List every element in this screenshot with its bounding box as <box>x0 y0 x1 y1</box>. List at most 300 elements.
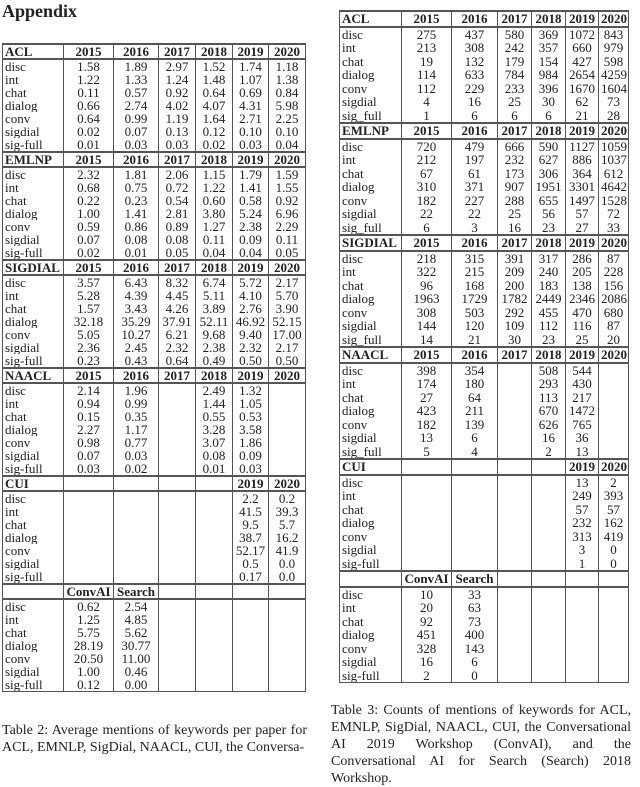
table-cell <box>233 652 269 665</box>
table-cell <box>233 613 269 626</box>
table-cell: 173 <box>498 167 532 181</box>
column-header: 2018 <box>196 368 233 383</box>
column-header: 2015 <box>64 368 114 383</box>
table-cell: 180 <box>452 377 498 391</box>
table-cell: 1.59 <box>269 167 306 181</box>
column-header <box>233 584 269 599</box>
keyword-label: conv <box>3 112 64 125</box>
keyword-label: int <box>340 601 402 615</box>
table-row <box>3 449 306 462</box>
table-row <box>3 491 306 505</box>
table-cell: 0.07 <box>64 233 114 246</box>
table-row <box>340 109 629 124</box>
table-row <box>340 167 629 181</box>
table-cell <box>566 615 599 629</box>
table-cell: 0.03 <box>64 462 114 476</box>
table-cell: 357 <box>532 41 566 55</box>
table-cell: 984 <box>532 68 566 82</box>
table-cell: 1.25 <box>64 613 114 626</box>
table-cell: 64 <box>452 391 498 405</box>
keyword-label: conv <box>3 436 64 449</box>
table-cell: 455 <box>532 306 566 320</box>
table-row <box>340 431 629 445</box>
table-cell <box>196 518 233 531</box>
column-header: 2019 <box>566 11 599 27</box>
table-cell: 1.32 <box>233 383 269 397</box>
table-cell: 30 <box>532 95 566 109</box>
table-row <box>3 462 306 476</box>
table-cell: 0.04 <box>269 138 306 152</box>
table-cell: 2.32 <box>159 341 196 354</box>
table-cell <box>498 475 532 490</box>
table-cell: 0.05 <box>269 246 306 260</box>
table-cell: 3.43 <box>114 302 159 315</box>
table-cell <box>498 489 532 503</box>
table-cell: 229 <box>452 82 498 96</box>
table-cell: 2.29 <box>269 220 306 233</box>
column-header: 2015 <box>402 11 452 27</box>
table-cell <box>498 615 532 629</box>
table-cell <box>599 391 629 405</box>
table-cell <box>159 410 196 423</box>
column-header <box>532 459 566 475</box>
table-cell: 470 <box>566 306 599 320</box>
keyword-label: sig-full <box>3 246 64 260</box>
table-cell <box>498 503 532 517</box>
table-cell: 1.33 <box>114 73 159 86</box>
table-cell <box>196 678 233 692</box>
table-cell: 0.57 <box>114 86 159 99</box>
table-row <box>3 557 306 570</box>
column-header: ConvAI <box>64 584 114 599</box>
table-cell: 0.08 <box>196 449 233 462</box>
table-cell <box>498 404 532 418</box>
column-header <box>64 476 114 491</box>
table-row <box>340 669 629 683</box>
table-cell: 354 <box>452 363 498 378</box>
table-cell: 57 <box>566 503 599 517</box>
table-cell <box>566 628 599 642</box>
table-cell <box>159 397 196 410</box>
table-cell: 0.84 <box>269 86 306 99</box>
table-cell: 0.09 <box>233 449 269 462</box>
column-header: 2019 <box>566 347 599 363</box>
table-cell <box>566 655 599 669</box>
table-cell: 907 <box>498 180 532 194</box>
column-header <box>599 571 629 587</box>
table-cell: 1.58 <box>64 59 114 73</box>
table-cell <box>64 544 114 557</box>
table-cell: 0.04 <box>233 246 269 260</box>
table-cell: 0.01 <box>64 138 114 152</box>
table-cell: 6 <box>452 431 498 445</box>
table-cell: 1782 <box>498 292 532 306</box>
table-cell: 73 <box>599 95 629 109</box>
table-cell: 1.38 <box>269 73 306 86</box>
table-row <box>3 194 306 207</box>
table-cell: 0.09 <box>233 233 269 246</box>
table-cell: 1670 <box>566 82 599 96</box>
column-header: 2015 <box>64 152 114 167</box>
table-cell: 4642 <box>599 180 629 194</box>
table-cell: 0.69 <box>233 86 269 99</box>
table-cell: 240 <box>532 265 566 279</box>
table-cell <box>402 489 452 503</box>
table-cell: 1.19 <box>159 112 196 125</box>
keyword-label: chat <box>340 279 402 293</box>
column-header: 2015 <box>402 347 452 363</box>
table-row <box>340 445 629 460</box>
table-cell: 1.57 <box>64 302 114 315</box>
table-row <box>340 306 629 320</box>
keyword-label: conv <box>3 328 64 341</box>
table-cell: 3.89 <box>196 302 233 315</box>
table-cell: 598 <box>599 55 629 69</box>
table-cell: 322 <box>402 265 452 279</box>
table-cell: 2.27 <box>64 423 114 436</box>
table-cell <box>566 587 599 602</box>
table-cell: 0.68 <box>64 181 114 194</box>
table-cell: 313 <box>566 530 599 544</box>
column-header: 2017 <box>498 347 532 363</box>
table-cell: 36 <box>566 431 599 445</box>
table-cell: 0.64 <box>159 354 196 368</box>
table-cell <box>498 377 532 391</box>
table-cell: 41.5 <box>233 505 269 518</box>
table-cell: 10 <box>402 587 452 602</box>
keyword-label: disc <box>340 587 402 602</box>
table-2-average-mentions <box>2 43 306 692</box>
table-cell <box>498 516 532 530</box>
table-cell: 120 <box>452 319 498 333</box>
table-cell: 1604 <box>599 82 629 96</box>
table-row <box>340 587 629 602</box>
table-cell: 1.05 <box>233 397 269 410</box>
table-cell <box>599 431 629 445</box>
table-cell: 5 <box>402 445 452 460</box>
table-cell: 168 <box>452 279 498 293</box>
table-cell <box>402 543 452 557</box>
table-row <box>340 251 629 266</box>
table-row <box>3 138 306 152</box>
table-cell: 0.07 <box>114 125 159 138</box>
table-cell: 96 <box>402 279 452 293</box>
table-cell: 0.60 <box>196 194 233 207</box>
table-cell <box>402 557 452 572</box>
table-cell: 0.92 <box>269 194 306 207</box>
table-cell: 0.03 <box>233 138 269 152</box>
table-cell: 317 <box>532 251 566 266</box>
table-row <box>340 55 629 69</box>
column-header: 2020 <box>599 11 629 27</box>
table-cell: 5.98 <box>269 99 306 112</box>
keyword-label: conv <box>340 530 402 544</box>
table-cell <box>269 599 306 613</box>
table-row <box>340 333 629 348</box>
table-cell: 9.68 <box>196 328 233 341</box>
table-cell: 626 <box>532 418 566 432</box>
keyword-label: dialog <box>340 628 402 642</box>
table-row <box>3 354 306 368</box>
section-header-row <box>340 11 629 27</box>
table-cell: 0.54 <box>159 194 196 207</box>
section-header-row <box>340 347 629 363</box>
table-row <box>340 557 629 572</box>
table-cell: 886 <box>566 153 599 167</box>
table-cell: 28.19 <box>64 639 114 652</box>
table-3-caption: Table 3: Counts of mentions of keywords for ACL, EMNLP, SigDial, NAACL, CUI, the Conversational AI 2019 Workshop (ConvAI), and the Conversational AI for Search (Search) 2018 Workshop. <box>331 703 631 786</box>
column-header: 2020 <box>269 476 306 491</box>
table-cell: 5.7 <box>269 518 306 531</box>
column-header: 2018 <box>196 44 233 59</box>
table-cell: 114 <box>402 68 452 82</box>
keyword-label: int <box>3 73 64 86</box>
table-cell: 1.15 <box>196 167 233 181</box>
table-cell <box>269 665 306 678</box>
column-header: 2016 <box>114 152 159 167</box>
table-cell <box>233 665 269 678</box>
table-cell: 2.74 <box>114 99 159 112</box>
table-cell <box>159 505 196 518</box>
section-label: NAACL <box>3 368 64 383</box>
table-cell: 28 <box>599 109 629 124</box>
table-cell: 0.01 <box>196 462 233 476</box>
table-cell: 293 <box>532 377 566 391</box>
table-cell <box>498 557 532 572</box>
table-cell: 0.72 <box>159 181 196 194</box>
table-cell: 0.0 <box>269 570 306 584</box>
table-cell: 0.50 <box>269 354 306 368</box>
section-label: EMLNP <box>340 123 402 139</box>
table-cell: 139 <box>452 418 498 432</box>
table-row <box>3 302 306 315</box>
table-cell <box>114 557 159 570</box>
table-cell: 37.91 <box>159 315 196 328</box>
table-cell: 27 <box>402 391 452 405</box>
keyword-label: chat <box>3 518 64 531</box>
table-cell: 6 <box>498 109 532 124</box>
keyword-label: sig-full <box>3 138 64 152</box>
table-cell: 2.32 <box>233 341 269 354</box>
table-cell <box>498 601 532 615</box>
table-cell: 680 <box>599 306 629 320</box>
table-row <box>3 328 306 341</box>
column-header <box>269 584 306 599</box>
section-label: ACL <box>3 44 64 59</box>
table-cell: 1729 <box>452 292 498 306</box>
table-cell <box>532 516 566 530</box>
table-3-mention-counts <box>339 10 629 683</box>
keyword-label: conv <box>340 418 402 432</box>
table-cell: 20.50 <box>64 652 114 665</box>
table-cell: 0.03 <box>233 462 269 476</box>
keyword-label: sigdial <box>3 341 64 354</box>
table-cell: 22 <box>402 207 452 221</box>
table-cell: 306 <box>532 167 566 181</box>
column-header <box>196 584 233 599</box>
table-cell <box>599 363 629 378</box>
table-cell: 393 <box>599 489 629 503</box>
table-cell: 3.07 <box>196 436 233 449</box>
table-cell: 249 <box>566 489 599 503</box>
table-cell <box>599 418 629 432</box>
table-row <box>340 377 629 391</box>
table-cell: 0.03 <box>114 138 159 152</box>
column-header: 2018 <box>532 235 566 251</box>
table-cell: 1037 <box>599 153 629 167</box>
table-cell: 0.0 <box>269 557 306 570</box>
table-cell: 0.10 <box>233 125 269 138</box>
table-row <box>340 319 629 333</box>
table-cell: 308 <box>402 306 452 320</box>
table-cell: 4.02 <box>159 99 196 112</box>
table-cell: 27 <box>566 221 599 236</box>
table-cell <box>452 516 498 530</box>
table-cell <box>159 678 196 692</box>
table-cell <box>159 613 196 626</box>
table-cell: 0.08 <box>159 233 196 246</box>
table-cell <box>532 628 566 642</box>
column-header: 2017 <box>159 368 196 383</box>
table-cell: 308 <box>452 41 498 55</box>
table-row <box>3 639 306 652</box>
table-cell <box>532 530 566 544</box>
table-cell <box>566 669 599 683</box>
table-cell: 32.18 <box>64 315 114 328</box>
table-row <box>3 59 306 73</box>
table-cell: 1127 <box>566 139 599 154</box>
column-header <box>114 476 159 491</box>
keyword-label: dialog <box>3 207 64 220</box>
table-cell: 1.24 <box>159 73 196 86</box>
table-cell <box>532 642 566 656</box>
table-row <box>3 167 306 181</box>
table-cell: 2.14 <box>64 383 114 397</box>
column-header <box>159 476 196 491</box>
table-cell <box>452 489 498 503</box>
keyword-label: sigdial <box>3 665 64 678</box>
table-cell: 0.02 <box>114 462 159 476</box>
table-cell: 2.17 <box>269 275 306 289</box>
table-cell: 0.10 <box>269 125 306 138</box>
table-cell: 232 <box>498 153 532 167</box>
keyword-label: disc <box>3 275 64 289</box>
table-row <box>3 315 306 328</box>
table-cell <box>452 543 498 557</box>
column-header: ConvAI <box>402 571 452 587</box>
keyword-label: disc <box>340 363 402 378</box>
table-row <box>3 275 306 289</box>
table-cell: 8.32 <box>159 275 196 289</box>
table-cell: 183 <box>532 279 566 293</box>
table-row <box>340 68 629 82</box>
column-header: 2019 <box>566 235 599 251</box>
table-cell: 13 <box>566 445 599 460</box>
keyword-label: sig-full <box>3 570 64 584</box>
table-cell: 232 <box>566 516 599 530</box>
table-cell: 2.17 <box>269 341 306 354</box>
table-row <box>3 73 306 86</box>
table-cell: 0.66 <box>64 99 114 112</box>
table-cell: 396 <box>532 82 566 96</box>
table-cell <box>269 397 306 410</box>
table-cell: 398 <box>402 363 452 378</box>
keyword-label: conv <box>340 194 402 208</box>
table-cell: 5.75 <box>64 626 114 639</box>
table-cell <box>196 665 233 678</box>
table-cell: 209 <box>498 265 532 279</box>
table-cell: 4259 <box>599 68 629 82</box>
table-cell <box>599 601 629 615</box>
table-cell: 0.49 <box>196 354 233 368</box>
section-label: CUI <box>3 476 64 491</box>
table-row <box>340 543 629 557</box>
table-cell: 109 <box>498 319 532 333</box>
table-row <box>3 289 306 302</box>
table-cell: 275 <box>402 27 452 42</box>
keyword-label: dialog <box>3 423 64 436</box>
keyword-label: disc <box>3 383 64 397</box>
table-cell <box>498 587 532 602</box>
column-header: 2018 <box>196 152 233 167</box>
table-row <box>3 626 306 639</box>
column-header: 2016 <box>452 347 498 363</box>
column-header: 2015 <box>64 44 114 59</box>
table-cell: 112 <box>402 82 452 96</box>
column-header: 2019 <box>233 260 269 275</box>
table-cell: 2.2 <box>233 491 269 505</box>
table-cell <box>498 669 532 683</box>
table-cell <box>159 557 196 570</box>
table-cell: 57 <box>599 503 629 517</box>
table-row <box>3 410 306 423</box>
section-label <box>340 571 402 587</box>
table-row <box>3 544 306 557</box>
table-cell <box>64 505 114 518</box>
keyword-label: disc <box>3 599 64 613</box>
keyword-label: conv <box>340 306 402 320</box>
column-header: 2017 <box>498 123 532 139</box>
table-cell: 4 <box>402 95 452 109</box>
table-cell: 6.96 <box>269 207 306 220</box>
column-header <box>566 571 599 587</box>
keyword-label: int <box>3 397 64 410</box>
table-cell <box>196 652 233 665</box>
table-row <box>3 613 306 626</box>
column-header: 2019 <box>233 368 269 383</box>
table-cell <box>269 626 306 639</box>
table-cell <box>402 475 452 490</box>
table-cell: 174 <box>402 377 452 391</box>
table-cell: 56 <box>532 207 566 221</box>
column-header: 2017 <box>159 260 196 275</box>
keyword-label: sigdial <box>340 543 402 557</box>
table-cell: 2346 <box>566 292 599 306</box>
table-cell: 2 <box>532 445 566 460</box>
keyword-label: conv <box>340 642 402 656</box>
table-cell: 3.90 <box>269 302 306 315</box>
keyword-label: sigdial <box>3 233 64 246</box>
table-cell: 0.99 <box>114 112 159 125</box>
table-cell: 1.79 <box>233 167 269 181</box>
table-cell: 4.26 <box>159 302 196 315</box>
table-cell: 0.64 <box>64 112 114 125</box>
section-header-row <box>340 459 629 475</box>
table-cell: 0.15 <box>64 410 114 423</box>
table-cell: 292 <box>498 306 532 320</box>
table-row <box>340 207 629 221</box>
table-cell: 5.70 <box>269 289 306 302</box>
